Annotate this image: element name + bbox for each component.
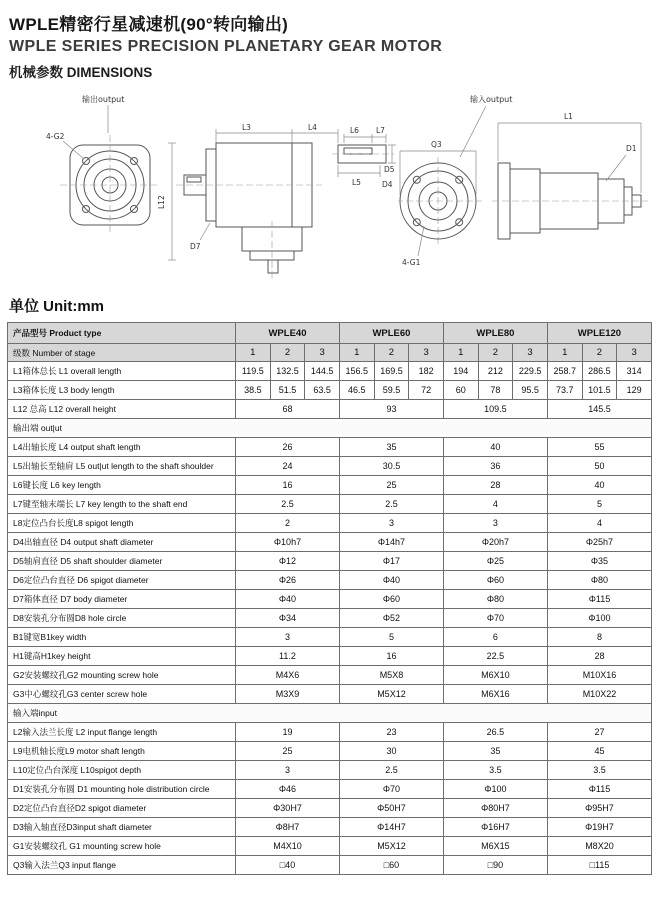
row-label: D4出轴直径 D4 output shaft diameter: [8, 533, 236, 552]
value-cell: Φ80: [443, 590, 547, 609]
row-label: L7键至轴末端长 L7 key length to the shaft end: [8, 495, 236, 514]
value-cell: Φ34: [236, 609, 340, 628]
value-cell: Φ80H7: [443, 799, 547, 818]
value-cell: 19: [236, 723, 340, 742]
stage-cell: 2: [374, 344, 409, 362]
value-cell: 145.5: [547, 400, 651, 419]
table-header-row: [8, 323, 652, 344]
value-cell: M6X16: [443, 685, 547, 704]
value-cell: 3.5: [547, 761, 651, 780]
value-cell: Φ19H7: [547, 818, 651, 837]
stage-cell: 1: [443, 344, 478, 362]
value-cell: 25: [339, 476, 443, 495]
value-cell: 2.5: [339, 495, 443, 514]
row-label: L6键长度 L6 key length: [8, 476, 236, 495]
value-cell: 60: [443, 381, 478, 400]
value-cell: Φ100: [443, 780, 547, 799]
table-row: [8, 457, 652, 476]
table-body: [8, 362, 652, 875]
stage-cell: 3: [617, 344, 652, 362]
value-cell: 132.5: [270, 362, 305, 381]
table-row: [8, 761, 652, 780]
row-label: L12 总高 L12 overall height: [8, 400, 236, 419]
value-cell: Φ30H7: [236, 799, 340, 818]
value-cell: 3: [236, 628, 340, 647]
row-label: D2定位凸台直径D2 spigot diameter: [8, 799, 236, 818]
value-cell: 194: [443, 362, 478, 381]
dim-label-d7: D7: [190, 242, 201, 251]
value-cell: 30.5: [339, 457, 443, 476]
table-row: [8, 837, 652, 856]
value-cell: □90: [443, 856, 547, 875]
value-cell: Φ115: [547, 780, 651, 799]
value-cell: □60: [339, 856, 443, 875]
dim-label-l6: L6: [350, 126, 359, 135]
dim-label-l1: L1: [564, 112, 573, 121]
row-label: G3中心螺纹孔G3 center screw hole: [8, 685, 236, 704]
section-subtitle: 机械参数 DIMENSIONS: [9, 65, 153, 80]
value-cell: Φ60: [339, 590, 443, 609]
value-cell: 35: [443, 742, 547, 761]
dim-label-d5: D5: [384, 165, 395, 174]
table-row: [8, 685, 652, 704]
table-row: [8, 799, 652, 818]
table-row: [8, 476, 652, 495]
dim-label-l12: L12: [157, 195, 166, 209]
table-row: [8, 666, 652, 685]
value-cell: Φ60: [443, 571, 547, 590]
row-label: L1箱体总长 L1 overall length: [8, 362, 236, 381]
output-view-label: 输出output: [82, 95, 125, 104]
technical-drawings: [0, 93, 659, 289]
input-view-drawing: [398, 93, 653, 290]
value-cell: 8: [547, 628, 651, 647]
input-view-label: 输入output: [470, 95, 513, 104]
value-cell: 258.7: [547, 362, 582, 381]
stage-cell: 2: [582, 344, 617, 362]
value-cell: 26.5: [443, 723, 547, 742]
value-cell: 51.5: [270, 381, 305, 400]
value-cell: 3.5: [443, 761, 547, 780]
stage-cell: 3: [513, 344, 548, 362]
value-cell: M5X12: [339, 837, 443, 856]
value-cell: Φ10h7: [236, 533, 340, 552]
product-type-header: 产品型号 Product type: [8, 323, 236, 344]
mounting-holes-label-g2: 4-G2: [46, 132, 65, 141]
table-row: [8, 742, 652, 761]
dim-label-l4: L4: [308, 123, 317, 132]
stage-cell: 2: [478, 344, 513, 362]
value-cell: 16: [236, 476, 340, 495]
value-cell: Φ25h7: [547, 533, 651, 552]
value-cell: 156.5: [339, 362, 374, 381]
stage-cell: 3: [409, 344, 444, 362]
value-cell: Φ100: [547, 609, 651, 628]
value-cell: 3: [339, 514, 443, 533]
value-cell: Φ95H7: [547, 799, 651, 818]
value-cell: 46.5: [339, 381, 374, 400]
table-row: [8, 400, 652, 419]
value-cell: 144.5: [305, 362, 340, 381]
value-cell: 212: [478, 362, 513, 381]
row-label: D7箱体直径 D7 body diameter: [8, 590, 236, 609]
value-cell: □115: [547, 856, 651, 875]
value-cell: 38.5: [236, 381, 271, 400]
value-cell: 22.5: [443, 647, 547, 666]
value-cell: Φ25: [443, 552, 547, 571]
table-row: [8, 647, 652, 666]
table-row: [8, 723, 652, 742]
value-cell: 4: [443, 495, 547, 514]
value-cell: 28: [443, 476, 547, 495]
table-row: [8, 514, 652, 533]
page-title-en: WPLE SERIES PRECISION PLANETARY GEAR MOTOR: [9, 38, 443, 55]
value-cell: 24: [236, 457, 340, 476]
value-cell: Φ14H7: [339, 818, 443, 837]
table-row: [8, 362, 652, 381]
value-cell: 63.5: [305, 381, 340, 400]
page-title-cn: WPLE精密行星减速机(90°转向输出): [9, 15, 289, 34]
stage-cell: 3: [305, 344, 340, 362]
table-row: [8, 533, 652, 552]
value-cell: 50: [547, 457, 651, 476]
value-cell: Φ20h7: [443, 533, 547, 552]
input-drawing-svg: [398, 93, 653, 285]
section-row: [8, 704, 652, 723]
dimensions-table: [7, 322, 652, 875]
value-cell: M3X9: [236, 685, 340, 704]
value-cell: □40: [236, 856, 340, 875]
value-cell: Φ115: [547, 590, 651, 609]
value-cell: 93: [339, 400, 443, 419]
table-row: [8, 590, 652, 609]
row-label: L5出轴长至轴肩 L5 out|ut length to the shaft shoulder: [8, 457, 236, 476]
value-cell: M5X8: [339, 666, 443, 685]
value-cell: Φ70: [339, 780, 443, 799]
value-cell: M8X20: [547, 837, 651, 856]
value-cell: 182: [409, 362, 444, 381]
stage-cell: 2: [270, 344, 305, 362]
dim-label-d1: D1: [626, 144, 637, 153]
value-cell: 40: [443, 438, 547, 457]
value-cell: M4X10: [236, 837, 340, 856]
model-header-wple120: WPLE120: [547, 323, 651, 344]
value-cell: 6: [443, 628, 547, 647]
row-label: 输出端 out|ut: [8, 419, 652, 438]
row-label: L3箱体长度 L3 body length: [8, 381, 236, 400]
value-cell: 73.7: [547, 381, 582, 400]
value-cell: 2.5: [339, 761, 443, 780]
value-cell: 11.2: [236, 647, 340, 666]
row-label: L9电机轴长度L9 motor shaft length: [8, 742, 236, 761]
value-cell: Φ40: [236, 590, 340, 609]
value-cell: 4: [547, 514, 651, 533]
value-cell: 16: [339, 647, 443, 666]
value-cell: Φ26: [236, 571, 340, 590]
row-label: G2安装螺纹孔G2 mounting screw hole: [8, 666, 236, 685]
value-cell: 78: [478, 381, 513, 400]
model-header-wple40: WPLE40: [236, 323, 340, 344]
stage-cell: 1: [339, 344, 374, 362]
value-cell: 26: [236, 438, 340, 457]
value-cell: Φ8H7: [236, 818, 340, 837]
value-cell: 27: [547, 723, 651, 742]
row-label: L2输入法兰长度 L2 input flange length: [8, 723, 236, 742]
value-cell: 101.5: [582, 381, 617, 400]
dim-label-l3: L3: [242, 123, 251, 132]
stage-cell: 1: [547, 344, 582, 362]
value-cell: 3: [443, 514, 547, 533]
row-label: L10定位凸台深度 L10spigot depth: [8, 761, 236, 780]
row-label: L8定位凸台长度L8 spigot length: [8, 514, 236, 533]
value-cell: 286.5: [582, 362, 617, 381]
table-row: [8, 628, 652, 647]
value-cell: 68: [236, 400, 340, 419]
value-cell: 55: [547, 438, 651, 457]
table-row: [8, 552, 652, 571]
value-cell: 119.5: [236, 362, 271, 381]
value-cell: Φ35: [547, 552, 651, 571]
table-row: [8, 856, 652, 875]
value-cell: Φ17: [339, 552, 443, 571]
value-cell: M4X6: [236, 666, 340, 685]
value-cell: Φ46: [236, 780, 340, 799]
value-cell: 109.5: [443, 400, 547, 419]
row-label: D5轴肩直径 D5 shaft shoulder diameter: [8, 552, 236, 571]
dim-label-l7: L7: [376, 126, 385, 135]
value-cell: 229.5: [513, 362, 548, 381]
value-cell: M6X10: [443, 666, 547, 685]
value-cell: 40: [547, 476, 651, 495]
output-drawing-svg: [46, 93, 396, 285]
value-cell: 45: [547, 742, 651, 761]
row-label: D8安装孔分布圆D8 hole circle: [8, 609, 236, 628]
value-cell: Φ50H7: [339, 799, 443, 818]
value-cell: Φ52: [339, 609, 443, 628]
model-header-wple80: WPLE80: [443, 323, 547, 344]
value-cell: 23: [339, 723, 443, 742]
value-cell: Φ16H7: [443, 818, 547, 837]
value-cell: 3: [236, 761, 340, 780]
value-cell: M6X15: [443, 837, 547, 856]
value-cell: 36: [443, 457, 547, 476]
section-row: [8, 419, 652, 438]
dim-label-l5: L5: [352, 178, 361, 187]
value-cell: Φ12: [236, 552, 340, 571]
row-label: B1键宽B1key width: [8, 628, 236, 647]
value-cell: M10X22: [547, 685, 651, 704]
value-cell: 5: [547, 495, 651, 514]
value-cell: 72: [409, 381, 444, 400]
value-cell: 129: [617, 381, 652, 400]
value-cell: Φ70: [443, 609, 547, 628]
row-label: L4出轴长度 L4 output shaft length: [8, 438, 236, 457]
value-cell: 5: [339, 628, 443, 647]
value-cell: 2: [236, 514, 340, 533]
value-cell: Φ14h7: [339, 533, 443, 552]
row-label: Q3输入法兰Q3 input flange: [8, 856, 236, 875]
row-label: D6定位凸台直径 D6 spigot diameter: [8, 571, 236, 590]
row-label: D3输入轴直径D3input shaft diameter: [8, 818, 236, 837]
value-cell: 59.5: [374, 381, 409, 400]
value-cell: 35: [339, 438, 443, 457]
row-label: 输入端input: [8, 704, 652, 723]
value-cell: 169.5: [374, 362, 409, 381]
dim-label-q3: Q3: [431, 140, 442, 149]
value-cell: M5X12: [339, 685, 443, 704]
table-row: [8, 818, 652, 837]
row-label: G1安装螺纹孔 G1 mounting screw hole: [8, 837, 236, 856]
row-label: H1键高H1key height: [8, 647, 236, 666]
mounting-holes-label-g1: 4-G1: [402, 258, 421, 267]
value-cell: 314: [617, 362, 652, 381]
value-cell: 95.5: [513, 381, 548, 400]
value-cell: Φ40: [339, 571, 443, 590]
row-label: D1安装孔分布圆 D1 mounting hole distribution circle: [8, 780, 236, 799]
model-header-wple60: WPLE60: [339, 323, 443, 344]
stage-header: 级数 Number of stage: [8, 344, 236, 362]
value-cell: Φ80: [547, 571, 651, 590]
table-stage-row: [8, 344, 652, 362]
table-row: [8, 571, 652, 590]
value-cell: 25: [236, 742, 340, 761]
value-cell: 30: [339, 742, 443, 761]
output-view-drawing: [46, 93, 396, 290]
value-cell: 28: [547, 647, 651, 666]
value-cell: M10X16: [547, 666, 651, 685]
table-row: [8, 495, 652, 514]
table-row: [8, 780, 652, 799]
unit-label: 单位 Unit:mm: [9, 298, 104, 315]
page-header: [0, 0, 659, 81]
value-cell: 2.5: [236, 495, 340, 514]
dim-label-d4: D4: [382, 180, 393, 189]
table-row: [8, 438, 652, 457]
stage-cell: 1: [236, 344, 271, 362]
table-row: [8, 609, 652, 628]
table-row: [8, 381, 652, 400]
